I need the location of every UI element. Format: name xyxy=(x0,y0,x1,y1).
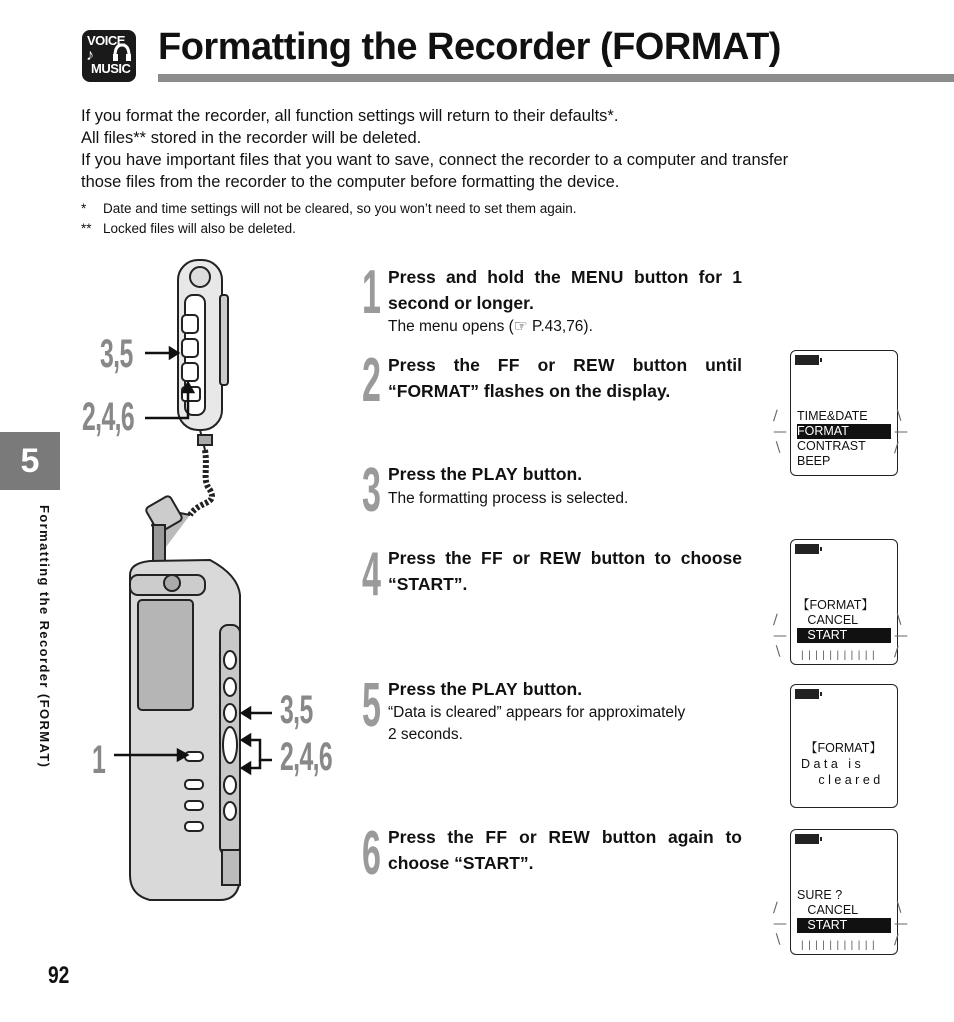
battery-icon xyxy=(795,689,819,699)
step-text: button to choose “START”. xyxy=(388,548,742,594)
step-text: button. xyxy=(517,679,583,699)
ff-button-label: FF xyxy=(497,355,520,375)
flash-rays-left: ∕ — ∖ xyxy=(773,900,787,948)
step-1-heading xyxy=(388,264,742,316)
lcd-line: BEEP xyxy=(797,454,831,468)
step-1-body: The menu opens (☞ P.43,76). xyxy=(388,318,593,335)
lcd-line: CONTRAST xyxy=(797,439,866,453)
step-2-heading xyxy=(388,352,742,404)
footnote-2 xyxy=(81,221,296,236)
recorder-body xyxy=(130,560,240,900)
page-title: Formatting the Recorder (FORMAT) xyxy=(158,26,781,68)
chapter-side-label: Formatting the Recorder (FORMAT) xyxy=(37,505,52,769)
intro-line-2: All files** stored in the recorder will be deleted. xyxy=(81,129,422,147)
step-5-heading xyxy=(388,676,742,702)
flash-ticks: ||||||||||| xyxy=(801,940,880,951)
step-6-heading xyxy=(388,824,742,876)
lcd-line: 【FORMAT】 xyxy=(797,598,874,612)
step-text: Press the xyxy=(388,548,481,568)
page-number: 92 xyxy=(48,962,70,989)
rew-button-label: REW xyxy=(539,548,582,568)
remote-control xyxy=(178,260,228,450)
step-5-body-line-2: 2 seconds. xyxy=(388,726,463,743)
footnote-mark: * xyxy=(81,201,87,216)
lcd-line: CANCEL xyxy=(797,903,859,917)
callout-label: 2,4,6 xyxy=(82,395,135,439)
step-text: or xyxy=(519,355,574,375)
battery-icon xyxy=(795,355,819,365)
chapter-number: 5 xyxy=(20,442,40,480)
logo-text-voice: VOICE xyxy=(87,33,125,48)
step-number: 1 xyxy=(362,258,381,327)
step-3-heading xyxy=(388,461,742,487)
music-note-icon: ♪ xyxy=(86,47,94,64)
lcd-line: TIME&DATE xyxy=(797,409,868,423)
ff-button-label: FF xyxy=(485,827,508,847)
step-text: Press and hold the xyxy=(388,267,572,287)
lcd-display-menu xyxy=(790,350,898,476)
lcd-line: D a t a i s xyxy=(801,757,861,771)
flash-rays-left: ∕ — ∖ xyxy=(773,612,787,660)
title-underline xyxy=(158,74,954,82)
footnote-text: Date and time settings will not be cleared, so you won’t need to set them again. xyxy=(103,201,577,216)
lcd-line-highlighted: START xyxy=(797,628,891,643)
intro-line-3: If you have important files that you want to save, connect the recorder to a computer and transfer xyxy=(81,151,789,169)
step-text: Press the xyxy=(388,827,486,847)
voice-music-logo xyxy=(82,30,136,82)
footnote-1 xyxy=(81,201,577,216)
step-4-heading xyxy=(388,545,742,597)
footnote-text: Locked files will also be deleted. xyxy=(103,221,296,236)
rew-button-label: REW xyxy=(573,355,615,375)
flash-ticks: ||||||||||| xyxy=(801,650,880,661)
step-text: button. xyxy=(517,464,583,484)
callout-label: 1 xyxy=(92,738,106,782)
lcd-line: CANCEL xyxy=(797,613,859,627)
rew-button-label: REW xyxy=(548,827,591,847)
lcd-line-highlighted: FORMAT xyxy=(797,424,891,439)
intro-line-1: If you format the recorder, all function settings will return to their defaults*. xyxy=(81,107,619,125)
step-text: Press the xyxy=(388,355,498,375)
callout-label: 3,5 xyxy=(100,332,133,376)
step-text: Press the xyxy=(388,464,472,484)
play-button-label: PLAY xyxy=(471,679,518,699)
callout-label: 3,5 xyxy=(280,688,313,732)
step-number: 2 xyxy=(362,346,381,415)
step-number: 4 xyxy=(362,540,381,609)
footnote-mark: ** xyxy=(81,221,92,236)
step-5-body-line-1: “Data is cleared” appears for approximately xyxy=(388,704,686,721)
step-text: button for 1 second or longer. xyxy=(388,267,742,313)
flash-rays-left: ∕ — ∖ xyxy=(773,408,787,456)
cable xyxy=(190,450,212,515)
step-text: button again to choose “START”. xyxy=(388,827,742,873)
step-number: 5 xyxy=(362,671,381,740)
step-number: 3 xyxy=(362,456,381,525)
lcd-line: SURE ? xyxy=(797,888,843,902)
flash-rays-right: ∖ — ∕ xyxy=(894,900,908,948)
callout-label: 2,4,6 xyxy=(280,735,333,779)
intro-line-4: those files from the recorder to the computer before formatting the device. xyxy=(81,173,620,191)
step-text: or xyxy=(502,548,540,568)
lcd-display-sure xyxy=(790,829,898,955)
menu-button-label: MENU xyxy=(571,267,624,287)
logo-text-music: MUSIC xyxy=(91,61,131,76)
step-3-body: The formatting process is selected. xyxy=(388,490,629,507)
lcd-line: 【FORMAT】 xyxy=(805,741,882,755)
lcd-display-format-start xyxy=(790,539,898,665)
battery-icon xyxy=(795,544,819,554)
step-number: 6 xyxy=(362,819,381,888)
battery-icon xyxy=(795,834,819,844)
lcd-display-data-cleared xyxy=(790,684,898,808)
flash-rays-right: ∖ — ∕ xyxy=(894,612,908,660)
step-text: button until “FORMAT” flashes on the display. xyxy=(388,355,743,401)
lcd-line: c l e a r e d xyxy=(801,773,881,787)
lcd-line-highlighted: START xyxy=(797,918,891,933)
flash-rays-right: ∖ — ∕ xyxy=(894,408,908,456)
step-text: Press the xyxy=(388,679,472,699)
play-button-label: PLAY xyxy=(471,464,518,484)
headphones-icon xyxy=(112,42,132,62)
ff-button-label: FF xyxy=(480,548,503,568)
step-text: or xyxy=(507,827,549,847)
